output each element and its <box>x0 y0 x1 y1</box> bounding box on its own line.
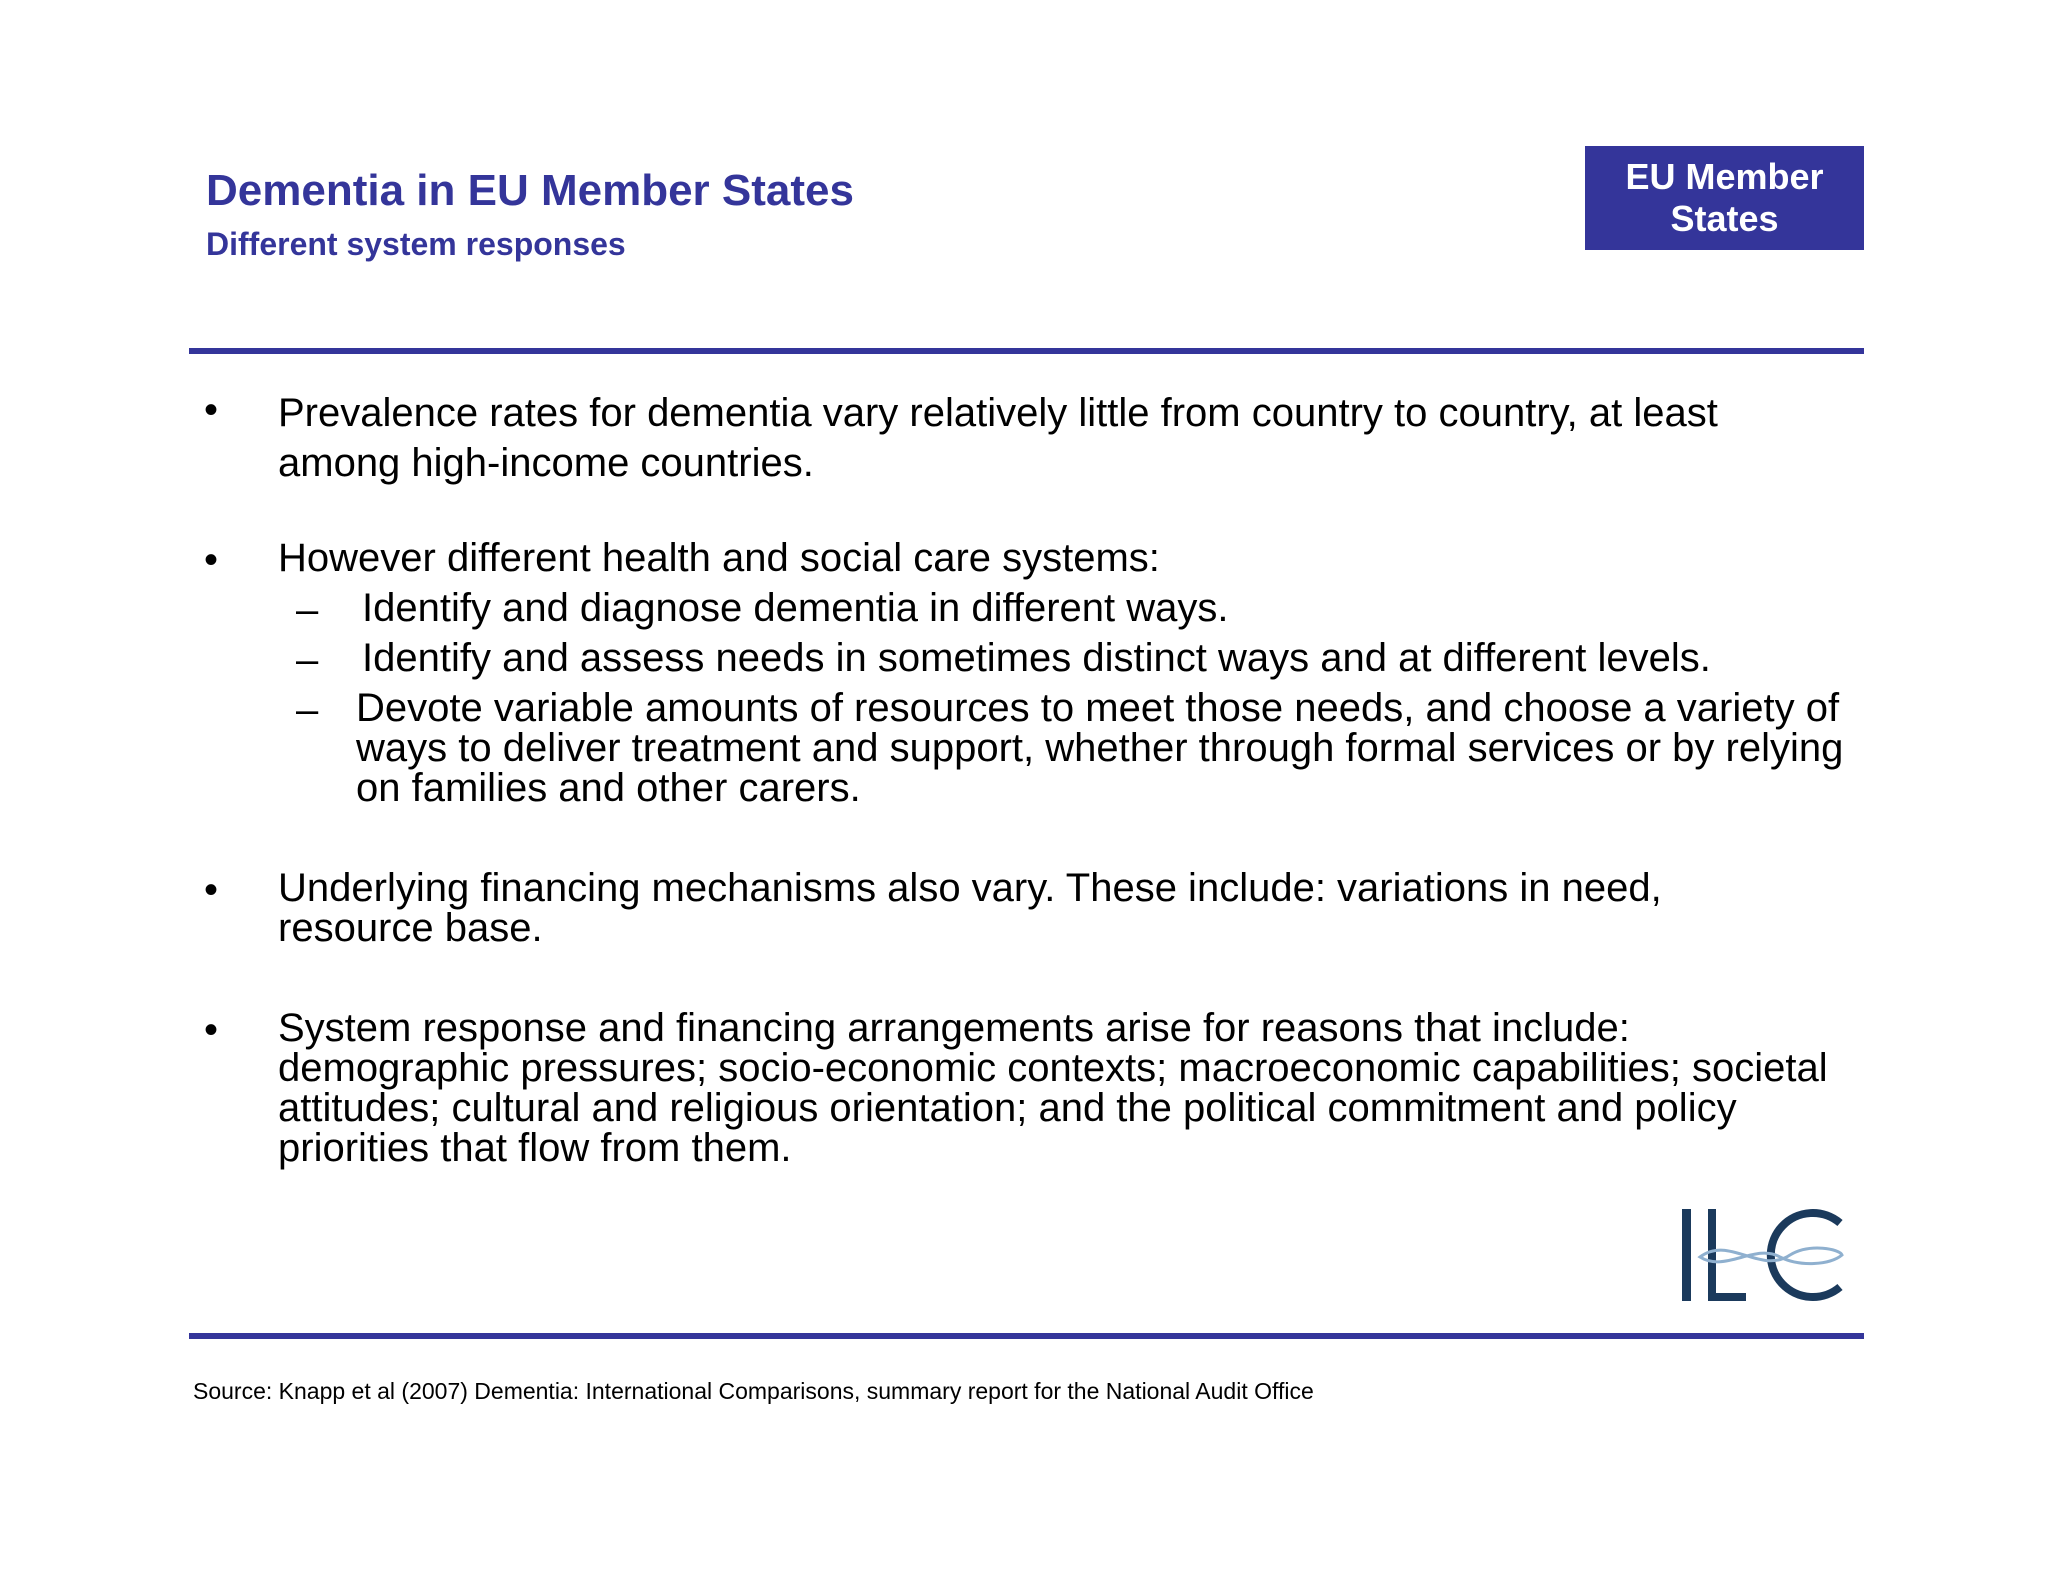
bullet-marker: • <box>204 388 219 432</box>
sub-bullet-text-devote: Devote variable amounts of resources to meet those needs, and choose a variety of ways to deliver treatment and support, whether through formal services or by relying on families and other carers. <box>356 686 1844 810</box>
bullet-marker: • <box>204 868 219 912</box>
bullet-marker: • <box>204 1008 219 1052</box>
ilc-logo-graphic <box>1680 1205 1850 1305</box>
sub-bullet-text-diagnose: Identify and diagnose dementia in different ways. <box>362 586 1229 630</box>
bullet-text-financing: Underlying financing mechanisms also vary. These include: variations in need, resource base. <box>278 866 1662 950</box>
page-title: Dementia in EU Member States <box>206 166 854 215</box>
top-divider <box>189 348 1864 354</box>
bullet-text-prevalence: Prevalence rates for dementia vary relatively little from country to country, at least among high-income countries. <box>278 391 1718 485</box>
sub-bullet-text-assess: Identify and assess needs in sometimes distinct ways and at different levels. <box>362 636 1711 680</box>
page-subtitle: Different system responses <box>206 226 626 262</box>
bullet-marker: • <box>204 538 219 582</box>
ilc-logo <box>1680 1205 1850 1305</box>
badge-line-1: EU Member <box>1625 156 1824 197</box>
sub-bullet-marker: – <box>296 638 319 682</box>
badge-line-2: States <box>1670 198 1779 239</box>
bullet-text-system-response: System response and financing arrangements arise for reasons that include: demographic pressures; socio-economic contexts; macroeconomic capabilities; societal attitudes; cultural and religious orientation; and the political commitment and policy priorities that flow from them. <box>278 1006 1828 1170</box>
sub-bullet-marker: – <box>296 588 319 632</box>
bullet-text-systems: However different health and social care systems: <box>278 536 1160 580</box>
sub-bullet-marker: – <box>296 688 319 732</box>
bottom-divider <box>189 1333 1864 1339</box>
source-citation: Source: Knapp et al (2007) Dementia: International Comparisons, summary report for the National Audit Office <box>193 1378 1314 1404</box>
section-badge <box>1585 146 1864 250</box>
